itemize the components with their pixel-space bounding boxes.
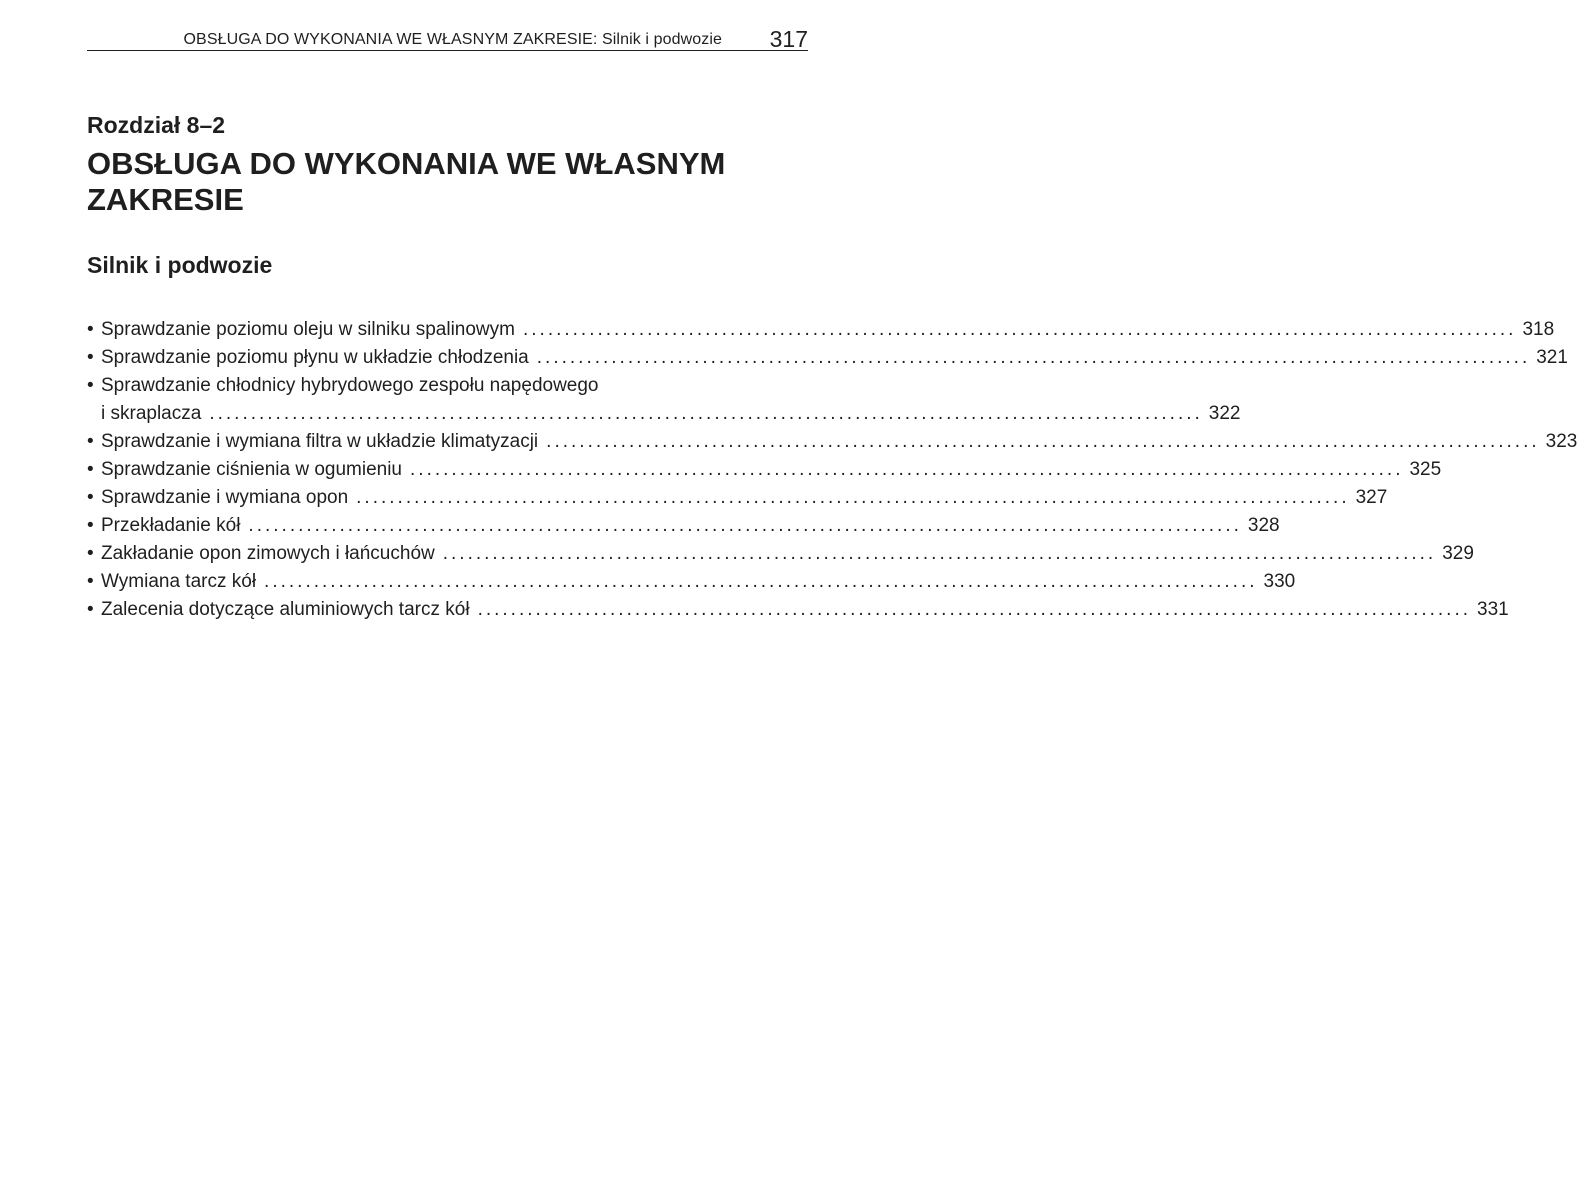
toc-entry-title: Przekładanie kół xyxy=(101,515,241,536)
toc-entry-page: 329 xyxy=(1442,543,1474,564)
toc-entry-title: Zakładanie opon zimowych i łańcuchów xyxy=(101,543,435,564)
dot-leader: ........................................................................................................................ xyxy=(536,347,1531,368)
bullet-icon: • xyxy=(87,347,94,368)
dot-leader: ........................................................................................................................ xyxy=(209,403,1203,424)
dot-leader: ........................................................................................................................ xyxy=(522,319,1517,340)
toc-entry-page: 325 xyxy=(1409,459,1442,480)
dot-leader: ........................................................................................................................ xyxy=(356,487,1350,508)
bullet-icon: • xyxy=(87,599,94,620)
toc-entry-title: Sprawdzanie i wymiana filtra w układzie klimatyzacji xyxy=(101,431,539,452)
header-rule xyxy=(87,50,808,51)
toc-entry[interactable] xyxy=(87,540,1474,568)
toc-entry-page: 331 xyxy=(1477,599,1509,620)
bullet-icon: • xyxy=(87,543,94,564)
toc-entry[interactable] xyxy=(87,596,1509,624)
toc-entry-title-continued: i skraplacza xyxy=(101,403,202,424)
toc-entry-title: Sprawdzanie chłodnicy hybrydowego zespołu napędowego xyxy=(101,375,599,396)
toc-entry[interactable] xyxy=(87,428,1577,456)
bullet-icon: • xyxy=(87,571,94,592)
toc-entry[interactable] xyxy=(87,344,1568,372)
running-header-title: OBSŁUGA DO WYKONANIA WE WŁASNYM ZAKRESIE: Silnik i podwozie xyxy=(183,31,722,48)
page-number: 317 xyxy=(769,26,808,52)
toc-entry[interactable] xyxy=(87,372,1241,428)
toc-entry-page: 327 xyxy=(1355,487,1388,508)
toc-entry-page: 322 xyxy=(1208,403,1241,424)
toc-entry-page: 323 xyxy=(1545,431,1577,452)
dot-leader: ........................................................................................................................ xyxy=(546,431,1540,452)
dot-leader: ........................................................................................................................ xyxy=(248,515,1242,536)
toc-entry[interactable] xyxy=(87,512,1280,540)
toc-entry-title: Sprawdzanie poziomu płynu w układzie chłodzenia xyxy=(101,347,529,368)
toc-entry[interactable] xyxy=(87,316,1555,344)
bullet-icon: • xyxy=(87,515,94,536)
dot-leader: ........................................................................................................................ xyxy=(442,543,1437,564)
toc-entry-title: Sprawdzanie i wymiana opon xyxy=(101,487,349,508)
bullet-icon: • xyxy=(87,459,94,480)
toc-entry[interactable] xyxy=(87,456,1442,484)
table-of-contents xyxy=(87,316,1577,624)
toc-entry[interactable] xyxy=(87,568,1296,596)
chapter-title: OBSŁUGA DO WYKONANIA WE WŁASNYM ZAKRESIE xyxy=(87,146,726,217)
dot-leader: ........................................................................................................................ xyxy=(264,571,1258,592)
bullet-icon: • xyxy=(87,375,94,396)
toc-entry-page: 328 xyxy=(1247,515,1280,536)
toc-entry-page: 330 xyxy=(1263,571,1296,592)
bullet-icon: • xyxy=(87,487,94,508)
toc-entry[interactable] xyxy=(87,484,1388,512)
toc-entry-page: 318 xyxy=(1522,319,1555,340)
bullet-icon: • xyxy=(87,431,94,452)
toc-entry-title: Wymiana tarcz kół xyxy=(101,571,257,592)
bullet-icon: • xyxy=(87,319,94,340)
dot-leader: ........................................................................................................................ xyxy=(410,459,1404,480)
running-header xyxy=(87,26,808,52)
section-title: Silnik i podwozie xyxy=(87,252,273,278)
toc-entry-title: Sprawdzanie ciśnienia w ogumieniu xyxy=(101,459,403,480)
chapter-label: Rozdział 8–2 xyxy=(87,112,226,138)
toc-entry-page: 321 xyxy=(1536,347,1568,368)
toc-entry-title: Zalecenia dotyczące aluminiowych tarcz kół xyxy=(101,599,470,620)
dot-leader: ........................................................................................................................ xyxy=(477,599,1472,620)
toc-entry-title: Sprawdzanie poziomu oleju w silniku spalinowym xyxy=(101,319,515,340)
